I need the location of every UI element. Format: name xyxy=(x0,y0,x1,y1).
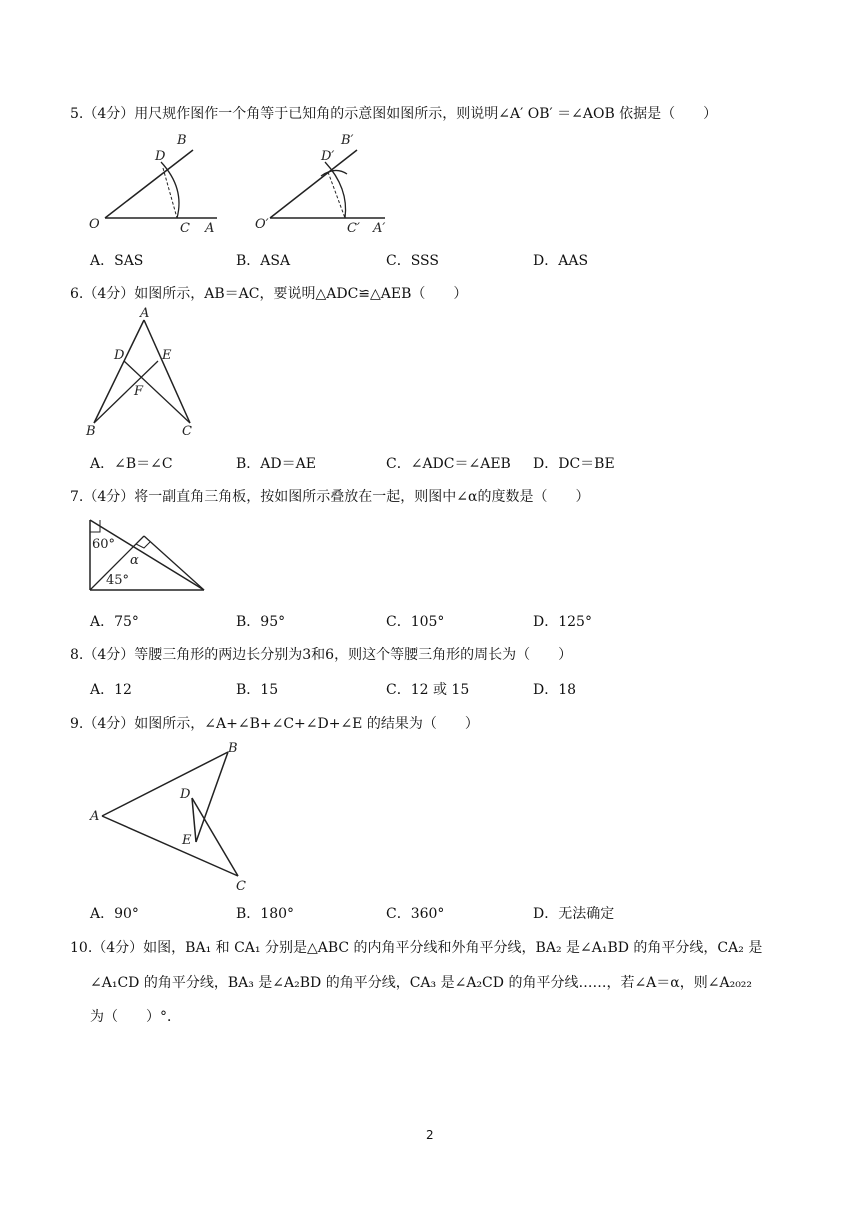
question-7-option-a[interactable]: A．75° xyxy=(90,614,139,630)
side-ac xyxy=(144,320,190,423)
segment-eb xyxy=(94,361,158,423)
question-10-line-2: ∠A₁CD 的角平分线，BA₃ 是∠A₂BD 的角平分线，CA₃ 是∠A₂CD 的角平分线……，若∠A＝α，则∠A₂₀₂₂ xyxy=(90,975,753,991)
question-8-stem: 8.（4分）等腰三角形的两边长分别为3和6，则这个等腰三角形的周长为（ ） xyxy=(70,647,573,663)
question-6-option-b[interactable]: B．AD＝AE xyxy=(236,456,316,472)
label-c: C xyxy=(180,221,190,236)
label-45: 45° xyxy=(106,573,130,588)
question-10-line-1: 10.（4分）如图，BA₁ 和 CA₁ 分别是△ABC 的内角平分线和外角平分线，BA₂ 是∠A₁BD 的角平分线，CA₂ 是 xyxy=(70,940,763,956)
question-9-option-a[interactable]: A．90° xyxy=(90,906,139,922)
ray-ob xyxy=(105,150,193,218)
triangle2-side2 xyxy=(144,536,204,590)
question-8-option-a[interactable]: A．12 xyxy=(90,682,132,698)
label-c: C xyxy=(236,879,246,894)
dashed-d2c2 xyxy=(328,172,345,218)
label-c-prime: C′ xyxy=(347,221,360,236)
question-8-option-c[interactable]: C．12 或 15 xyxy=(386,682,470,698)
label-d-prime: D′ xyxy=(321,149,335,164)
question-6-option-d[interactable]: D．DC＝BE xyxy=(533,456,615,472)
dashed-dc xyxy=(163,168,177,218)
ray-o2b2 xyxy=(270,150,357,218)
label-d: D xyxy=(114,348,125,363)
label-e: E xyxy=(182,833,192,848)
question-8-option-b[interactable]: B．15 xyxy=(236,682,279,698)
side-ab xyxy=(94,320,144,423)
question-6-stem: 6.（4分）如图所示，AB＝AC，要说明△ADC≌△AEB（ ） xyxy=(70,286,468,302)
question-7-option-b[interactable]: B．95° xyxy=(236,614,286,630)
question-5-option-d[interactable]: D．AAS xyxy=(533,253,589,269)
label-d: D xyxy=(180,787,191,802)
label-a: A xyxy=(205,221,215,236)
page-number: 2 xyxy=(426,1128,434,1142)
label-b: B xyxy=(86,424,96,439)
label-o-prime: O′ xyxy=(255,217,269,232)
label-b: B xyxy=(228,741,238,756)
question-9-option-c[interactable]: C．360° xyxy=(386,906,445,922)
question-6-option-a[interactable]: A．∠B＝∠C xyxy=(90,456,173,472)
label-alpha: α xyxy=(130,553,139,568)
label-a-prime: A′ xyxy=(373,221,386,236)
question-5-option-c[interactable]: C．SSS xyxy=(386,253,439,269)
question-9-figure xyxy=(88,738,258,892)
label-c: C xyxy=(182,424,192,439)
question-7-figure xyxy=(88,518,208,594)
question-8-option-d[interactable]: D．18 xyxy=(533,682,577,698)
question-5-option-b[interactable]: B．ASA xyxy=(236,253,291,269)
question-9-stem: 9.（4分）如图所示，∠A+∠B+∠C+∠D+∠E 的结果为（ ） xyxy=(70,716,479,732)
question-9-option-b[interactable]: B．180° xyxy=(236,906,295,922)
label-d: D xyxy=(155,149,166,164)
label-o: O xyxy=(89,217,100,232)
question-6-figure xyxy=(82,305,202,441)
segment-dc xyxy=(192,798,238,876)
label-b-prime: B′ xyxy=(341,133,354,148)
question-7-option-c[interactable]: C．105° xyxy=(386,614,445,630)
question-5-option-a[interactable]: A．SAS xyxy=(90,253,144,269)
question-10-line-3: 为（ ）°． xyxy=(90,1009,181,1025)
question-7-stem: 7.（4分）将一副直角三角板，按如图所示叠放在一起，则图中∠α的度数是（ ） xyxy=(70,489,590,505)
question-5-stem: 5.（4分）用尺规作图作一个角等于已知角的示意图如图所示，则说明∠A′ OB′ ＝∠AOB 依据是（ ） xyxy=(70,106,718,122)
label-60: 60° xyxy=(92,537,116,552)
label-b: B xyxy=(177,133,187,148)
segment-ac xyxy=(102,816,238,876)
question-7-option-d[interactable]: D．125° xyxy=(533,614,592,630)
question-9-option-d[interactable]: D．无法确定 xyxy=(533,906,615,922)
label-a: A xyxy=(140,306,150,321)
label-e: E xyxy=(162,348,172,363)
question-6-option-c[interactable]: C．∠ADC＝∠AEB xyxy=(386,456,511,472)
question-5-figure xyxy=(85,128,405,240)
label-f: F xyxy=(134,384,144,399)
label-a: A xyxy=(90,809,100,824)
